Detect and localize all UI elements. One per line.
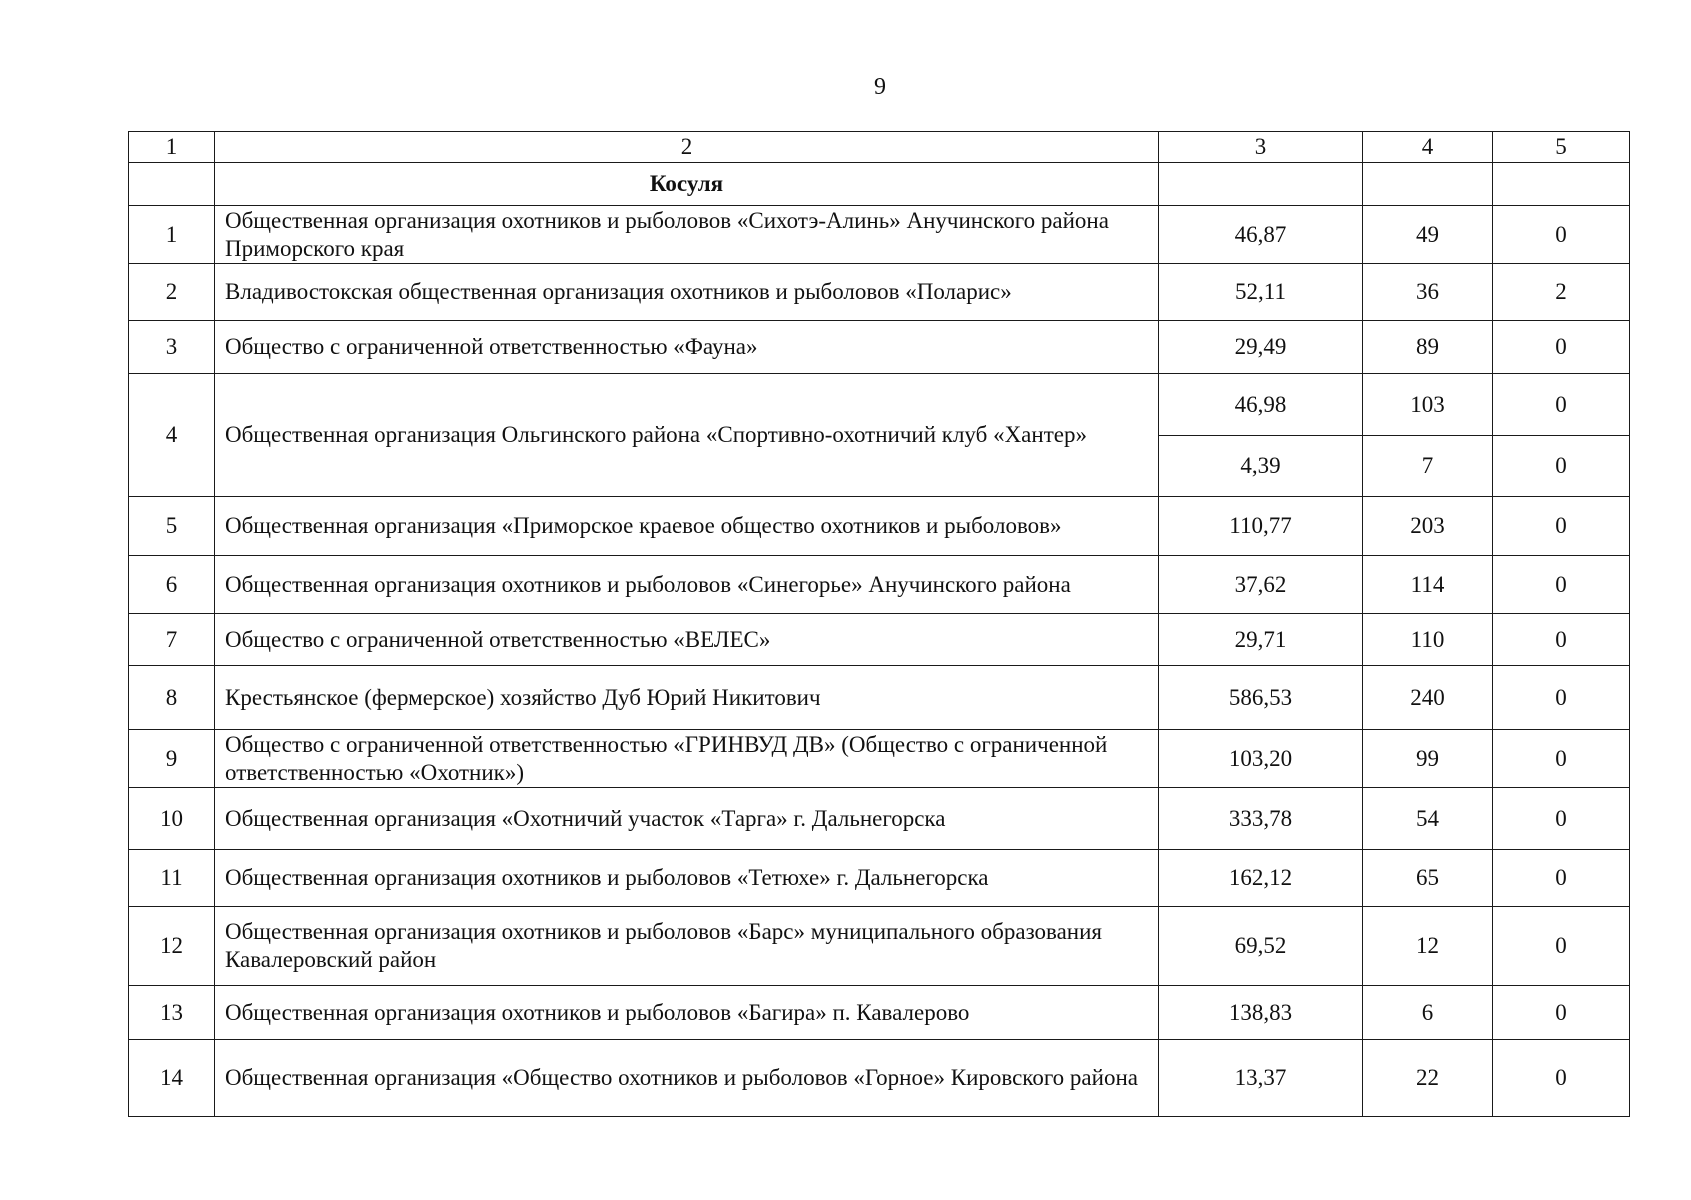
row-number: 12	[129, 907, 215, 986]
value-col4: 65	[1363, 850, 1493, 907]
table-row	[129, 264, 1630, 321]
section-title: Косуля	[215, 163, 1159, 206]
organization-name: Общественная организация «Охотничий участок «Тарга» г. Дальнегорска	[215, 788, 1159, 850]
organization-name: Общество с ограниченной ответственностью «ВЕЛЕС»	[215, 614, 1159, 666]
organization-name: Владивостокская общественная организация охотников и рыболовов «Поларис»	[215, 264, 1159, 321]
value-col5: 0	[1493, 907, 1630, 986]
value-col4: 54	[1363, 788, 1493, 850]
value-col4: 114	[1363, 556, 1493, 614]
value-col4: 49	[1363, 206, 1493, 264]
organization-name: Общественная организация охотников и рыболовов «Тетюхе» г. Дальнегорска	[215, 850, 1159, 907]
empty-cell	[129, 163, 215, 206]
row-number: 9	[129, 730, 215, 788]
column-number: 2	[215, 132, 1159, 163]
organization-name: Общественная организация охотников и рыболовов «Сихотэ-Алинь» Анучинского района Приморского края	[215, 206, 1159, 264]
value-col3: 162,12	[1159, 850, 1363, 907]
value-col4: 6	[1363, 986, 1493, 1040]
value-col3: 29,49	[1159, 321, 1363, 374]
table-row	[129, 666, 1630, 730]
value-col4: 36	[1363, 264, 1493, 321]
value-col3: 13,37	[1159, 1040, 1363, 1117]
value-col5: 0	[1493, 321, 1630, 374]
value-col4: 110	[1363, 614, 1493, 666]
row-number: 7	[129, 614, 215, 666]
column-number: 3	[1159, 132, 1363, 163]
value-col5: 0	[1493, 1040, 1630, 1117]
value-col4: 240	[1363, 666, 1493, 730]
row-number: 14	[129, 1040, 215, 1117]
section-row	[129, 163, 1630, 206]
value-col5: 0	[1493, 986, 1630, 1040]
value-col5: 0	[1493, 436, 1630, 497]
organization-name: Общество с ограниченной ответственностью «ГРИНВУД ДВ» (Общество с ограниченной ответственностью «Охотник»)	[215, 730, 1159, 788]
organization-name: Общественная организация охотников и рыболовов «Барс» муниципального образования Кавалеровский район	[215, 907, 1159, 986]
value-col4: 89	[1363, 321, 1493, 374]
value-col5: 0	[1493, 788, 1630, 850]
row-number: 8	[129, 666, 215, 730]
page-number: 9	[874, 74, 886, 100]
value-col5: 0	[1493, 497, 1630, 556]
value-col5: 0	[1493, 206, 1630, 264]
row-number: 3	[129, 321, 215, 374]
row-number: 2	[129, 264, 215, 321]
value-col3: 4,39	[1159, 436, 1363, 497]
table-row	[129, 788, 1630, 850]
table-row	[129, 907, 1630, 986]
empty-cell	[1493, 163, 1630, 206]
organization-name: Общество с ограниченной ответственностью «Фауна»	[215, 321, 1159, 374]
row-number: 6	[129, 556, 215, 614]
value-col3: 52,11	[1159, 264, 1363, 321]
value-col5: 0	[1493, 556, 1630, 614]
table-row	[129, 986, 1630, 1040]
organization-name: Крестьянское (фермерское) хозяйство Дуб Юрий Никитович	[215, 666, 1159, 730]
value-col3: 69,52	[1159, 907, 1363, 986]
value-col5: 0	[1493, 374, 1630, 436]
table-row	[129, 374, 1630, 436]
value-col5: 0	[1493, 666, 1630, 730]
organization-name: Общественная организация охотников и рыболовов «Синегорье» Анучинского района	[215, 556, 1159, 614]
value-col3: 103,20	[1159, 730, 1363, 788]
organization-name: Общественная организация «Приморское краевое общество охотников и рыболовов»	[215, 497, 1159, 556]
table-row	[129, 321, 1630, 374]
organization-name: Общественная организация охотников и рыболовов «Багира» п. Кавалерово	[215, 986, 1159, 1040]
value-col5: 0	[1493, 730, 1630, 788]
table-row	[129, 850, 1630, 907]
value-col4: 203	[1363, 497, 1493, 556]
table-row	[129, 497, 1630, 556]
value-col3: 586,53	[1159, 666, 1363, 730]
row-number: 11	[129, 850, 215, 907]
column-number-row	[129, 132, 1630, 163]
value-col3: 333,78	[1159, 788, 1363, 850]
column-number: 1	[129, 132, 215, 163]
value-col3: 29,71	[1159, 614, 1363, 666]
row-number: 4	[129, 374, 215, 497]
empty-cell	[1159, 163, 1363, 206]
column-number: 5	[1493, 132, 1630, 163]
value-col3: 37,62	[1159, 556, 1363, 614]
value-col3: 110,77	[1159, 497, 1363, 556]
table-row	[129, 1040, 1630, 1117]
column-number: 4	[1363, 132, 1493, 163]
table-row	[129, 730, 1630, 788]
organization-name: Общественная организация «Общество охотников и рыболовов «Горное» Кировского района	[215, 1040, 1159, 1117]
row-number: 13	[129, 986, 215, 1040]
value-col3: 138,83	[1159, 986, 1363, 1040]
value-col3: 46,98	[1159, 374, 1363, 436]
value-col4: 7	[1363, 436, 1493, 497]
value-col5: 2	[1493, 264, 1630, 321]
value-col4: 12	[1363, 907, 1493, 986]
data-table	[128, 131, 1630, 1117]
row-number: 10	[129, 788, 215, 850]
value-col5: 0	[1493, 850, 1630, 907]
row-number: 1	[129, 206, 215, 264]
value-col5: 0	[1493, 614, 1630, 666]
value-col4: 99	[1363, 730, 1493, 788]
organization-name: Общественная организация Ольгинского района «Спортивно-охотничий клуб «Хантер»	[215, 374, 1159, 497]
value-col4: 103	[1363, 374, 1493, 436]
table-row	[129, 206, 1630, 264]
row-number: 5	[129, 497, 215, 556]
table-row	[129, 614, 1630, 666]
table-row	[129, 556, 1630, 614]
value-col4: 22	[1363, 1040, 1493, 1117]
value-col3: 46,87	[1159, 206, 1363, 264]
empty-cell	[1363, 163, 1493, 206]
